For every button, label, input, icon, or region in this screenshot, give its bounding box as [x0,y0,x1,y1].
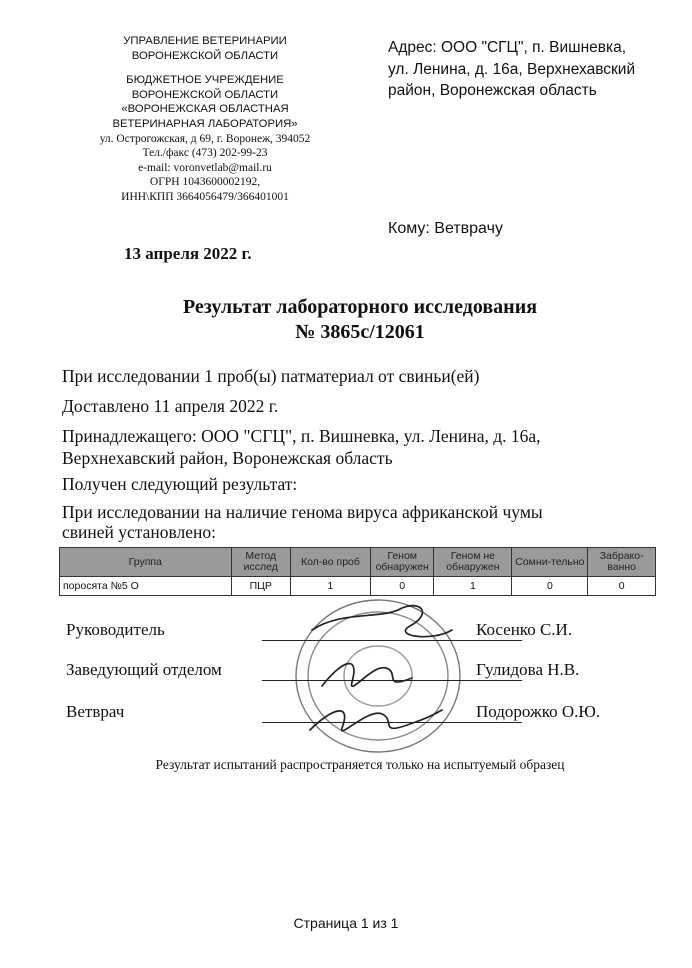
org-name-line-3: «ВОРОНЕЖСКАЯ ОБЛАСТНАЯ [121,103,289,116]
col-doubtful: Сомни-тельно [512,548,588,577]
body-line-test-1: При исследовании на наличие генома вируса африканской чумы [62,502,543,522]
signature-line [262,722,522,723]
org-inn: ИНН\КПП 3664056479/366401001 [121,190,289,203]
document-title [60,295,660,345]
body-line-result-intro: Получен следующий результат: [62,474,298,494]
org-ogrn: ОГРН 1043600002192, [149,176,261,189]
org-name-line-4: ВЕТЕРИНАРНАЯ ЛАБОРАТОРИЯ» [112,117,298,130]
signature-row-head [66,620,666,642]
signature-row-vet [66,702,666,724]
title-line-1: Результат лабораторного исследования [182,296,538,318]
cell-genome-found: 0 [370,577,433,596]
body-line-samples: При исследовании 1 проб(ы) патматериал от свиньи(ей) [62,366,480,386]
body-line-test-2: свиней установлено: [62,522,217,542]
results-header-row [60,548,656,577]
col-method: Метод исслед [231,548,290,577]
org-street: ул. Острогожская, д 69, г. Воронеж, 394052 [99,132,311,145]
address-line-1: Адрес: ООО "СГЦ", п. Вишневка, [388,39,627,56]
cell-method: ПЦР [231,577,290,596]
col-genome-found: Геном обнаружен [370,548,433,577]
col-group: Группа [60,548,232,577]
title-number: № 3865с/12061 [295,321,425,343]
cell-group: поросята №5 О [60,577,232,596]
cell-doubtful: 0 [512,577,588,596]
disclaimer: Результат испытаний распространяется только на испытуемый образец [155,757,565,772]
recipient-address [388,37,668,102]
body-line-owner-2: Верхнехавский район, Воронежская область [62,448,393,468]
org-email: e-mail: voronvetlab@mail.ru [138,161,272,174]
col-rejected: Забрако-ванно [588,548,656,577]
col-genome-not-found: Геном не обнаружен [434,548,512,577]
org-parent-line-1: УПРАВЛЕНИЕ ВЕТЕРИНАРИИ [123,35,287,47]
results-table [59,547,656,596]
signature-role: Руководитель [66,620,165,639]
org-phone: Тел./факс (473) 202-99-23 [142,147,268,160]
cell-genome-not-found: 1 [434,577,512,596]
signature-name: Косенко С.И. [476,620,573,639]
org-name-line-1: БЮДЖЕТНОЕ УЧРЕЖДЕНИЕ [126,74,284,87]
cell-rejected: 0 [588,577,656,596]
signature-role: Заведующий отделом [66,660,222,679]
address-line-3: район, Воронежская область [388,82,597,99]
recipient: Кому: Ветврачу [388,220,503,237]
body-line-delivered: Доставлено 11 апреля 2022 г. [62,396,279,416]
cell-sample-count: 1 [290,577,370,596]
signature-name: Гулидова Н.В. [476,660,580,679]
signature-name: Подорожко О.Ю. [476,702,601,721]
org-header [66,34,344,205]
address-line-2: ул. Ленина, д. 16а, Верхнехавский [388,60,636,78]
org-name-line-2: ВОРОНЕЖСКОЙ ОБЛАСТИ [131,88,279,101]
signature-line [262,640,522,641]
signature-row-department [66,660,666,682]
signature-role: Ветврач [66,702,125,721]
org-parent-line-2: ВОРОНЕЖСКОЙ ОБЛАСТИ [131,49,279,62]
col-sample-count: Кол-во проб [290,548,370,577]
page-counter: Страница 1 из 1 [293,915,399,931]
body-line-owner-1: Принадлежащего: ООО "СГЦ", п. Вишневка, ул. Ленина, д. 16а, [62,426,541,446]
document-date: 13 апреля 2022 г. [124,244,252,263]
signature-line [262,680,522,681]
